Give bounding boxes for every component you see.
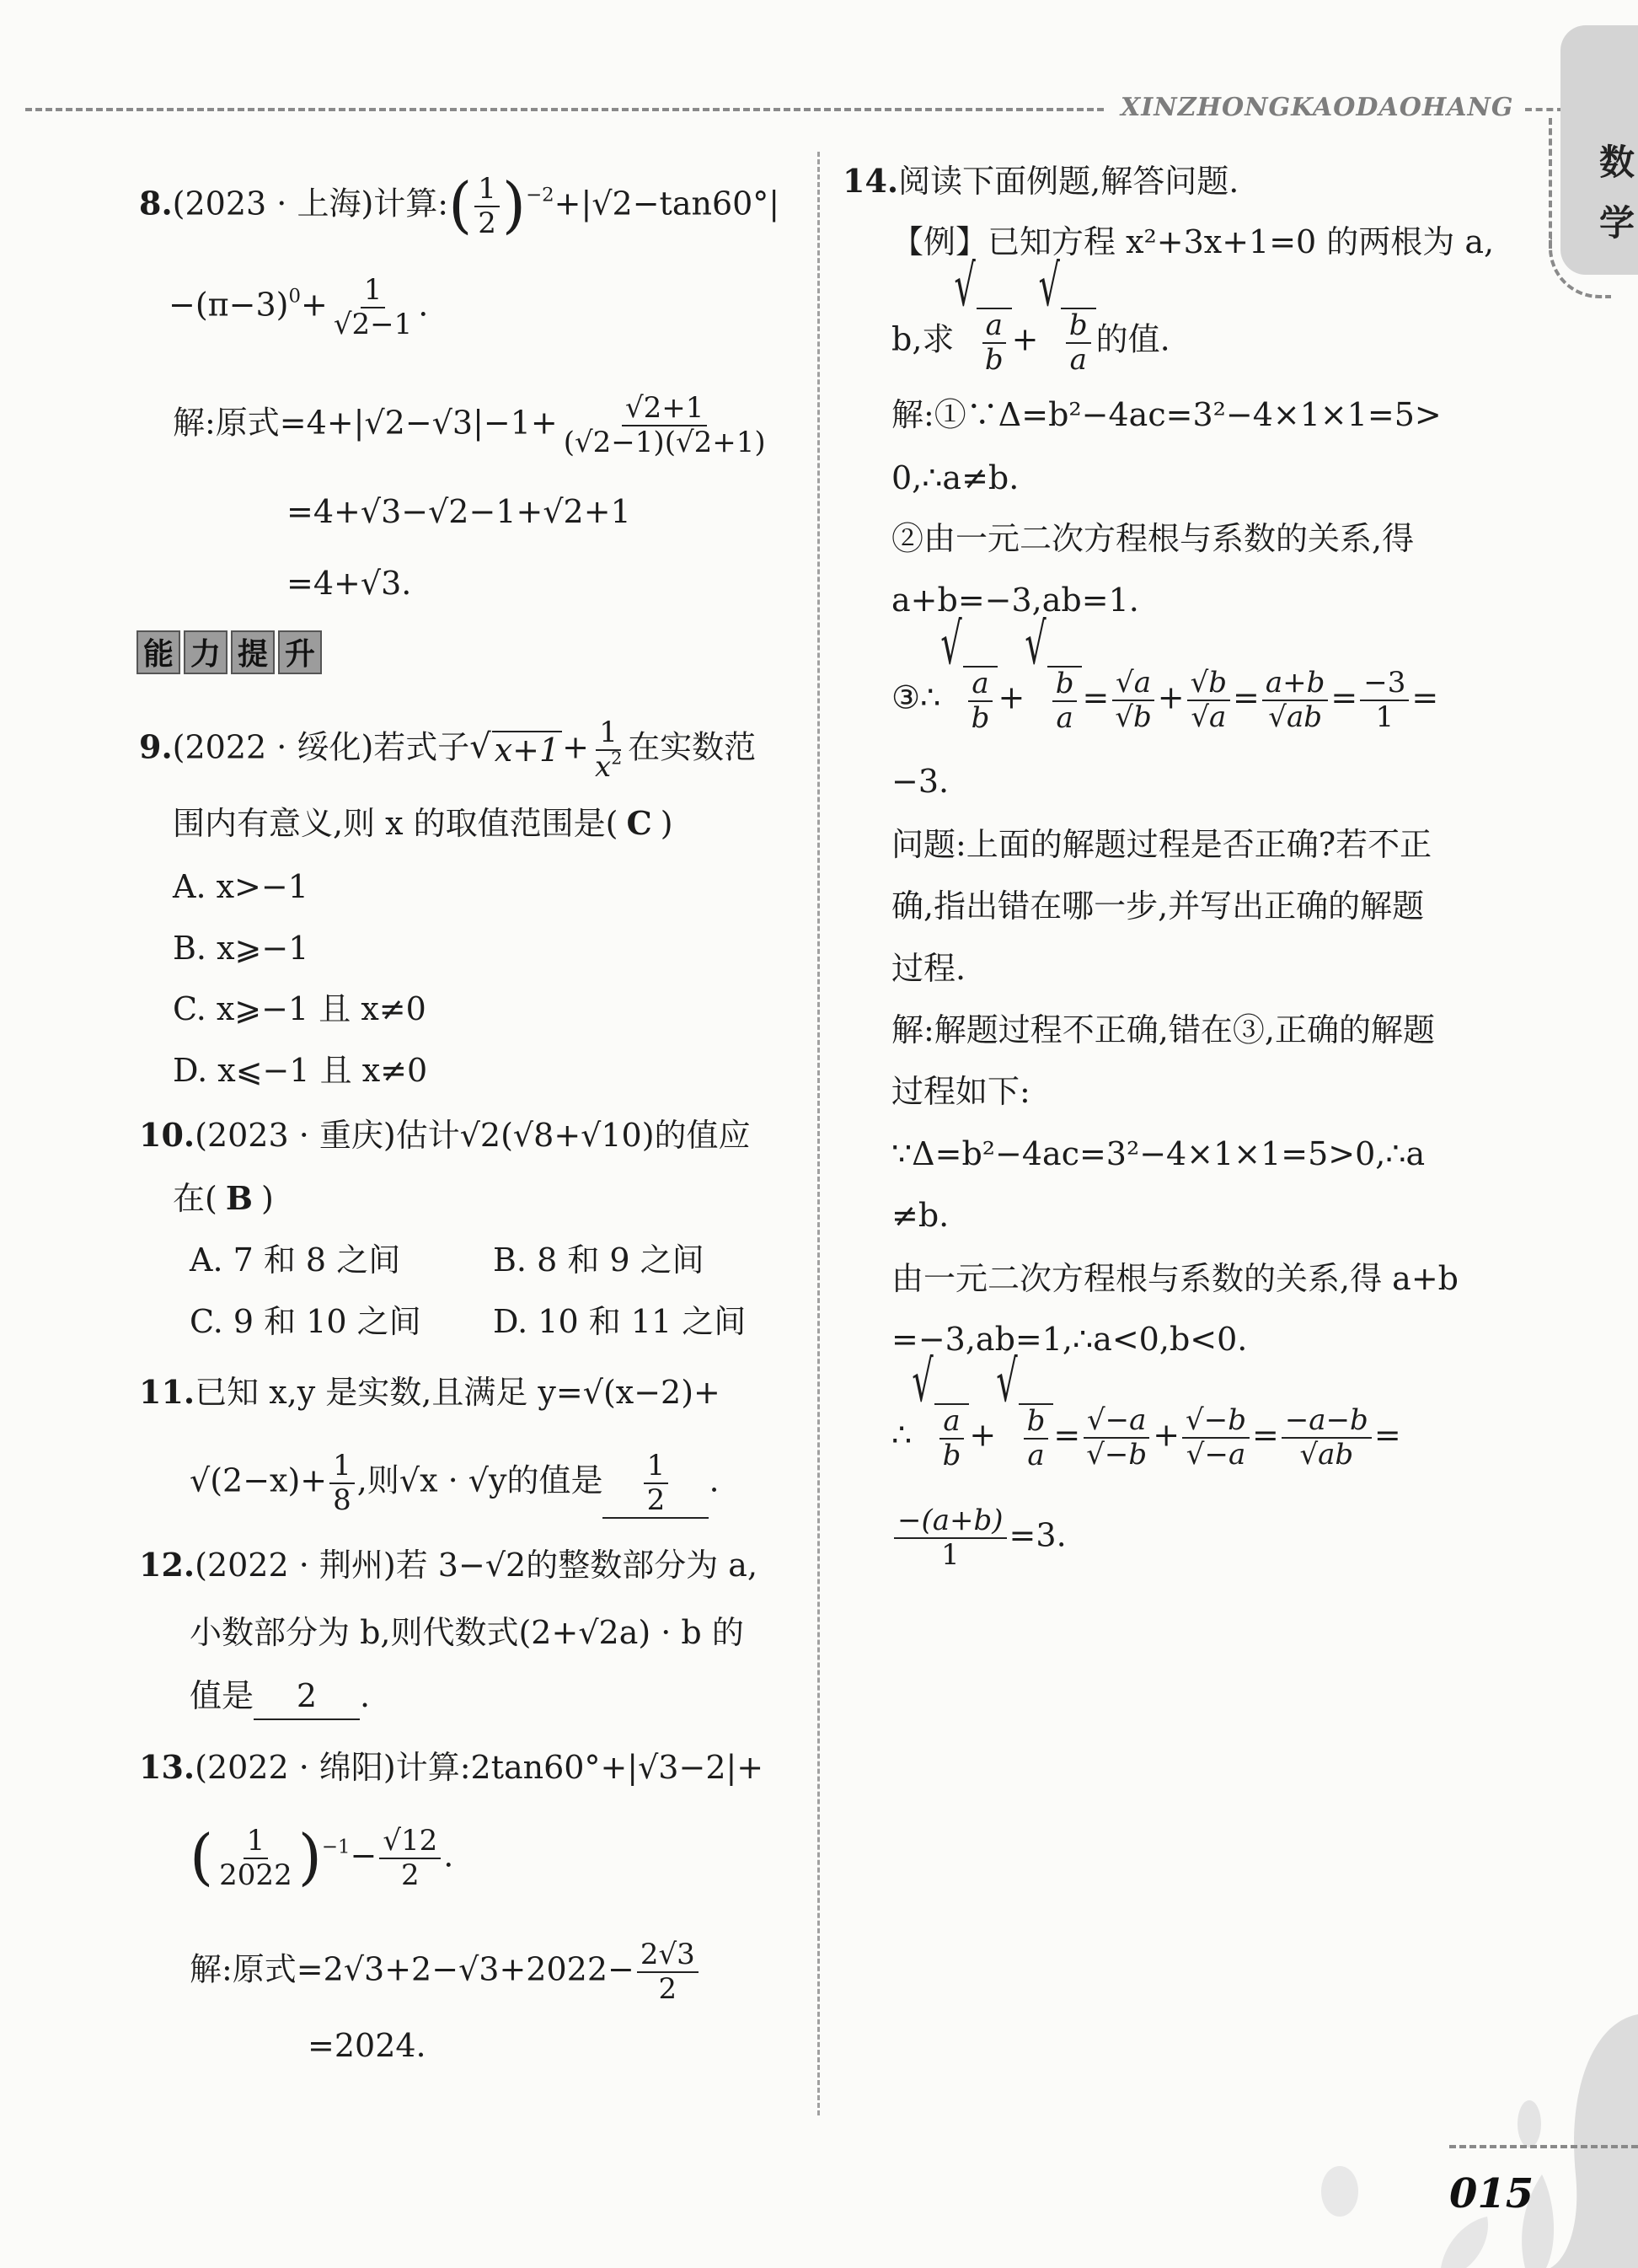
footer-rule bbox=[1449, 2145, 1638, 2148]
header-title: XINZHONGKAODAOHANG bbox=[1121, 93, 1514, 122]
q14-example-line2: b,求 √ $\frac{a}{b}$ + √ $\frac{b}{a}$ 的值. bbox=[891, 253, 1170, 378]
q14-answer-line4: ≠b. bbox=[891, 1197, 950, 1234]
q14-title: 14.阅读下面例题,解答问题. bbox=[843, 162, 1239, 200]
q14-answer-line1: 解:解题过程不正确,错在③,正确的解题 bbox=[891, 1011, 1435, 1048]
header-rule-right bbox=[1525, 108, 1564, 111]
q10-line2: 在( B ) bbox=[173, 1179, 274, 1217]
q9-line2: 围内有意义,则 x 的取值范围是( C ) bbox=[173, 804, 673, 842]
q8-solution-line1: 解:原式=4+|√2−√3|−1+ $\frac{√2+1}{(√2-1)(√2+1)}$ bbox=[173, 391, 766, 460]
q14-answer-line8: $\frac{-(a+b)}{1}$ =3. bbox=[891, 1504, 1067, 1572]
q13-line2: ( $\frac{1}{2022}$ )$^{-1}$− $\frac{√12}{2}$ . bbox=[190, 1822, 454, 1894]
q14-answer-line6: =−3,ab=1,∴a<0,b<0. bbox=[891, 1321, 1248, 1358]
q11-line2: √(2−x)+ $\frac{1}{8}$ ,则√x · √y的值是 $\frac{1}{2}$ . bbox=[190, 1450, 720, 1519]
column-divider bbox=[817, 152, 820, 2115]
q9-option-c: C. x⩾−1 且 x≠0 bbox=[173, 990, 426, 1027]
section-badge-char: 能 bbox=[136, 630, 180, 674]
q14-step1-line2: 0,∴a≠b. bbox=[891, 459, 1020, 496]
q9-option-a: A. x>−1 bbox=[173, 868, 308, 905]
q14-answer-line5: 由一元二次方程根与系数的关系,得 a+b bbox=[891, 1260, 1459, 1297]
q8-solution-line2: =4+√3−√2−1+√2+1 bbox=[286, 493, 631, 530]
q14-step2-line1: ②由一元二次方程根与系数的关系,得 bbox=[891, 520, 1415, 557]
header-rule-left bbox=[25, 108, 1104, 111]
q12-line1: 12.(2022 · 荆州)若 3−√2的整数部分为 a, bbox=[139, 1546, 758, 1584]
page-number: 015 bbox=[1449, 2170, 1534, 2217]
q10-option-a: A. 7 和 8 之间 bbox=[190, 1241, 401, 1279]
q14-question-line2: 确,指出错在哪一步,并写出正确的解题 bbox=[891, 887, 1425, 925]
header-side-rule bbox=[1549, 118, 1552, 249]
q14-step2-line2: a+b=−3,ab=1. bbox=[891, 582, 1139, 619]
q13-solution-line1: 解:原式=2√3+2−√3+2022− $\frac{2√3}{2}$ bbox=[190, 1938, 701, 2006]
q10-option-b: B. 8 和 9 之间 bbox=[493, 1241, 704, 1279]
q9-answer: C bbox=[626, 804, 652, 842]
q14-question-line1: 问题:上面的解题过程是否正确?若不正 bbox=[891, 826, 1432, 863]
section-badge bbox=[136, 630, 322, 674]
q8-solution-line3: =4+√3. bbox=[286, 565, 412, 602]
q14-answer-line7: ∴ √ $\frac{a}{b}$ + √ $\frac{b}{a}$ = $\frac{√-a}{√-b}$ + $\frac{√-b}{√-a}$ = $\frac{-a-b}{√ab}$ = bbox=[891, 1348, 1401, 1473]
q9-option-b: B. x⩾−1 bbox=[173, 930, 309, 967]
q10-answer: B bbox=[225, 1179, 253, 1217]
q14-answer-line2: 过程如下: bbox=[891, 1073, 1030, 1110]
q10-option-c: C. 9 和 10 之间 bbox=[190, 1303, 421, 1340]
q14-answer-line3: ∵Δ=b²−4ac=3²−4×1×1=5>0,∴a bbox=[891, 1135, 1426, 1172]
q13-solution-line2: =2024. bbox=[308, 2027, 426, 2064]
q14-step3-line1: ③∴ √ $\frac{a}{b}$ + √ $\frac{b}{a}$ = $\frac{√a}{√b}$ + $\frac{√b}{√a}$ = $\frac{a+b}{√ab}$ = $\frac{-3}{1}$ = bbox=[891, 611, 1439, 736]
section-badge-char: 提 bbox=[231, 630, 275, 674]
q9-line1: 9.(2022 · 绥化)若式子 √ x+1 + $\frac{1}{x^2}$ 在实数范 bbox=[139, 716, 757, 785]
q14-step1-line1: 解:①∵Δ=b²−4ac=3²−4×1×1=5> bbox=[891, 396, 1442, 433]
q12-line2: 小数部分为 b,则代数式(2+√2a) · b 的 bbox=[190, 1614, 744, 1651]
q12-answer: 2 bbox=[254, 1673, 360, 1720]
q9-option-d: D. x⩽−1 且 x≠0 bbox=[173, 1052, 428, 1089]
q11-answer-den: 2 bbox=[646, 1483, 666, 1518]
q12-line3: 值是 2 . bbox=[190, 1673, 370, 1720]
q8-number: 8. bbox=[139, 184, 173, 223]
section-badge-char: 力 bbox=[184, 630, 228, 674]
q14-question-line3: 过程. bbox=[891, 950, 966, 987]
q13-line1: 13.(2022 · 绵阳)计算:2tan60°+|√3−2|+ bbox=[139, 1748, 764, 1786]
q14-step3-line2: −3. bbox=[891, 763, 950, 800]
q14-example-line1: 【例】已知方程 x²+3x+1=0 的两根为 a, bbox=[891, 223, 1495, 260]
q11-line1: 11.已知 x,y 是实数,且满足 y=√(x−2)+ bbox=[139, 1373, 720, 1411]
q10-line1: 10.(2023 · 重庆)估计√2(√8+√10)的值应 bbox=[139, 1116, 751, 1154]
q8-line1-tail: +|√2−tan60°| bbox=[554, 185, 780, 223]
q8-line1: 8.(2023 · 上海)计算:( $\frac{1}{2}$ )$^{-2}$+|√2−tan60°| bbox=[139, 170, 780, 242]
q8-line2: $-(\pi-3)^0+$ $\frac{1}{√2-1}$ . bbox=[169, 273, 429, 342]
q11-answer-num: 1 bbox=[644, 1450, 669, 1484]
q10-option-d: D. 10 和 11 之间 bbox=[493, 1303, 747, 1340]
section-badge-char: 升 bbox=[278, 630, 322, 674]
q8-source: (2023 · 上海)计算: bbox=[172, 185, 449, 223]
subject-label: 数学 bbox=[1594, 143, 1635, 265]
